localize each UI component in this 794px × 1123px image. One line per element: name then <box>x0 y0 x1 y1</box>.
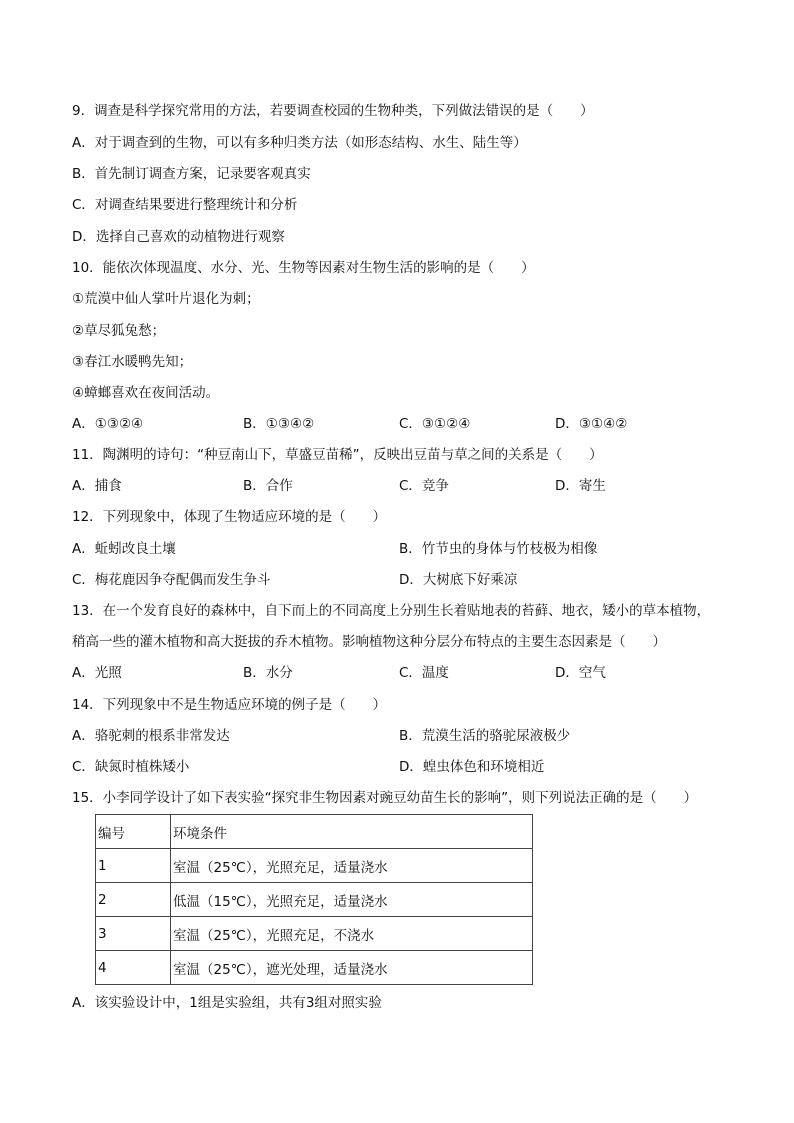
table-cell-condition: 室温（25℃），光照充足，不浇水 <box>171 917 533 951</box>
q14-stem: 14．下列现象中不是生物适应环境的例子是（ ） <box>72 697 387 713</box>
q12-option-c: C．梅花鹿因争夺配偶而发生争斗 <box>72 572 271 588</box>
table-cell-number: 3 <box>96 917 171 951</box>
q11-option-b: B．合作 <box>243 478 293 494</box>
q11-option-d: D．寄生 <box>555 478 606 494</box>
q10-item-2: ②草尽狐兔愁； <box>72 323 166 339</box>
q13-stem-line-2: 稍高一些的灌木植物和高大挺拔的乔木植物。影响植物这种分层分布特点的主要生态因素是（ ） <box>72 634 666 650</box>
table-row <box>96 917 533 951</box>
q14-option-c: C．缺氮时植株矮小 <box>72 759 190 775</box>
q10-option-b: B．①③④② <box>243 416 315 432</box>
q9-option-c: C．对调查结果要进行整理统计和分析 <box>72 197 298 213</box>
q12-option-b: B．竹节虫的身体与竹枝极为相像 <box>399 541 598 557</box>
table-cell-condition: 低温（15℃），光照充足，适量浇水 <box>171 883 533 917</box>
q13-option-a: A．光照 <box>72 665 122 681</box>
q10-item-3: ③春江水暖鸭先知； <box>72 354 193 370</box>
table-header-number: 编号 <box>96 815 171 849</box>
q13-option-c: C．温度 <box>399 665 449 681</box>
table-cell-condition: 室温（25℃），遮光处理，适量浇水 <box>171 951 533 985</box>
table-header-condition: 环境条件 <box>171 815 533 849</box>
q10-item-4: ④蟑螂喜欢在夜间活动。 <box>72 385 220 401</box>
q12-option-a: A．蚯蚓改良土壤 <box>72 541 176 557</box>
q14-option-b: B．荒漠生活的骆驼尿液极少 <box>399 728 571 744</box>
q12-stem: 12．下列现象中，体现了生物适应环境的是（ ） <box>72 509 387 525</box>
table-cell-number: 2 <box>96 883 171 917</box>
q13-option-b: B．水分 <box>243 665 293 681</box>
table-cell-number: 1 <box>96 849 171 883</box>
table-row <box>96 951 533 985</box>
q10-option-a: A．①③②④ <box>72 416 144 432</box>
experiment-table <box>95 814 533 985</box>
q10-option-d: D．③①④② <box>555 416 628 432</box>
q11-option-c: C．竞争 <box>399 478 449 494</box>
q14-option-d: D．蝗虫体色和环境相近 <box>399 759 545 775</box>
q10-item-1: ①荒漠中仙人掌叶片退化为刺； <box>72 291 260 307</box>
table-row <box>96 883 533 917</box>
q11-stem: 11．陶渊明的诗句：“种豆南山下，草盛豆苗稀”，反映出豆苗与草之间的关系是（ ） <box>72 447 603 463</box>
q10-option-c: C．③①②④ <box>399 416 471 432</box>
table-cell-number: 4 <box>96 951 171 985</box>
q14-option-a: A．骆驼刺的根系非常发达 <box>72 728 230 744</box>
q9-option-d: D．选择自己喜欢的动植物进行观察 <box>72 229 285 245</box>
q11-option-a: A．捕食 <box>72 478 122 494</box>
q10-stem: 10．能依次体现温度、水分、光、生物等因素对生物生活的影响的是（ ） <box>72 260 535 276</box>
q9-option-b: B．首先制订调查方案，记录要客观真实 <box>72 166 311 182</box>
table-header-row <box>96 815 533 849</box>
q15-stem: 15．小李同学设计了如下表实验“探究非生物因素对豌豆幼苗生长的影响”，则下列说法正确的是（ ） <box>72 790 698 806</box>
q13-stem-line-1: 13．在一个发育良好的森林中，自下而上的不同高度上分别生长着贴地表的苔藓、地衣，矮小的草本植物， <box>72 603 711 619</box>
table-cell-condition: 室温（25℃），光照充足，适量浇水 <box>171 849 533 883</box>
q9-stem: 9．调查是科学探究常用的方法，若要调查校园的生物种类，下列做法错误的是（ ） <box>72 103 594 119</box>
q12-option-d: D．大树底下好乘凉 <box>399 572 518 588</box>
q9-option-a: A．对于调查到的生物，可以有多种归类方法（如形态结构、水生、陆生等） <box>72 135 527 151</box>
q13-option-d: D．空气 <box>555 665 606 681</box>
table-row <box>96 849 533 883</box>
q15-option-a: A．该实验设计中，1组是实验组，共有3组对照实验 <box>72 995 382 1011</box>
